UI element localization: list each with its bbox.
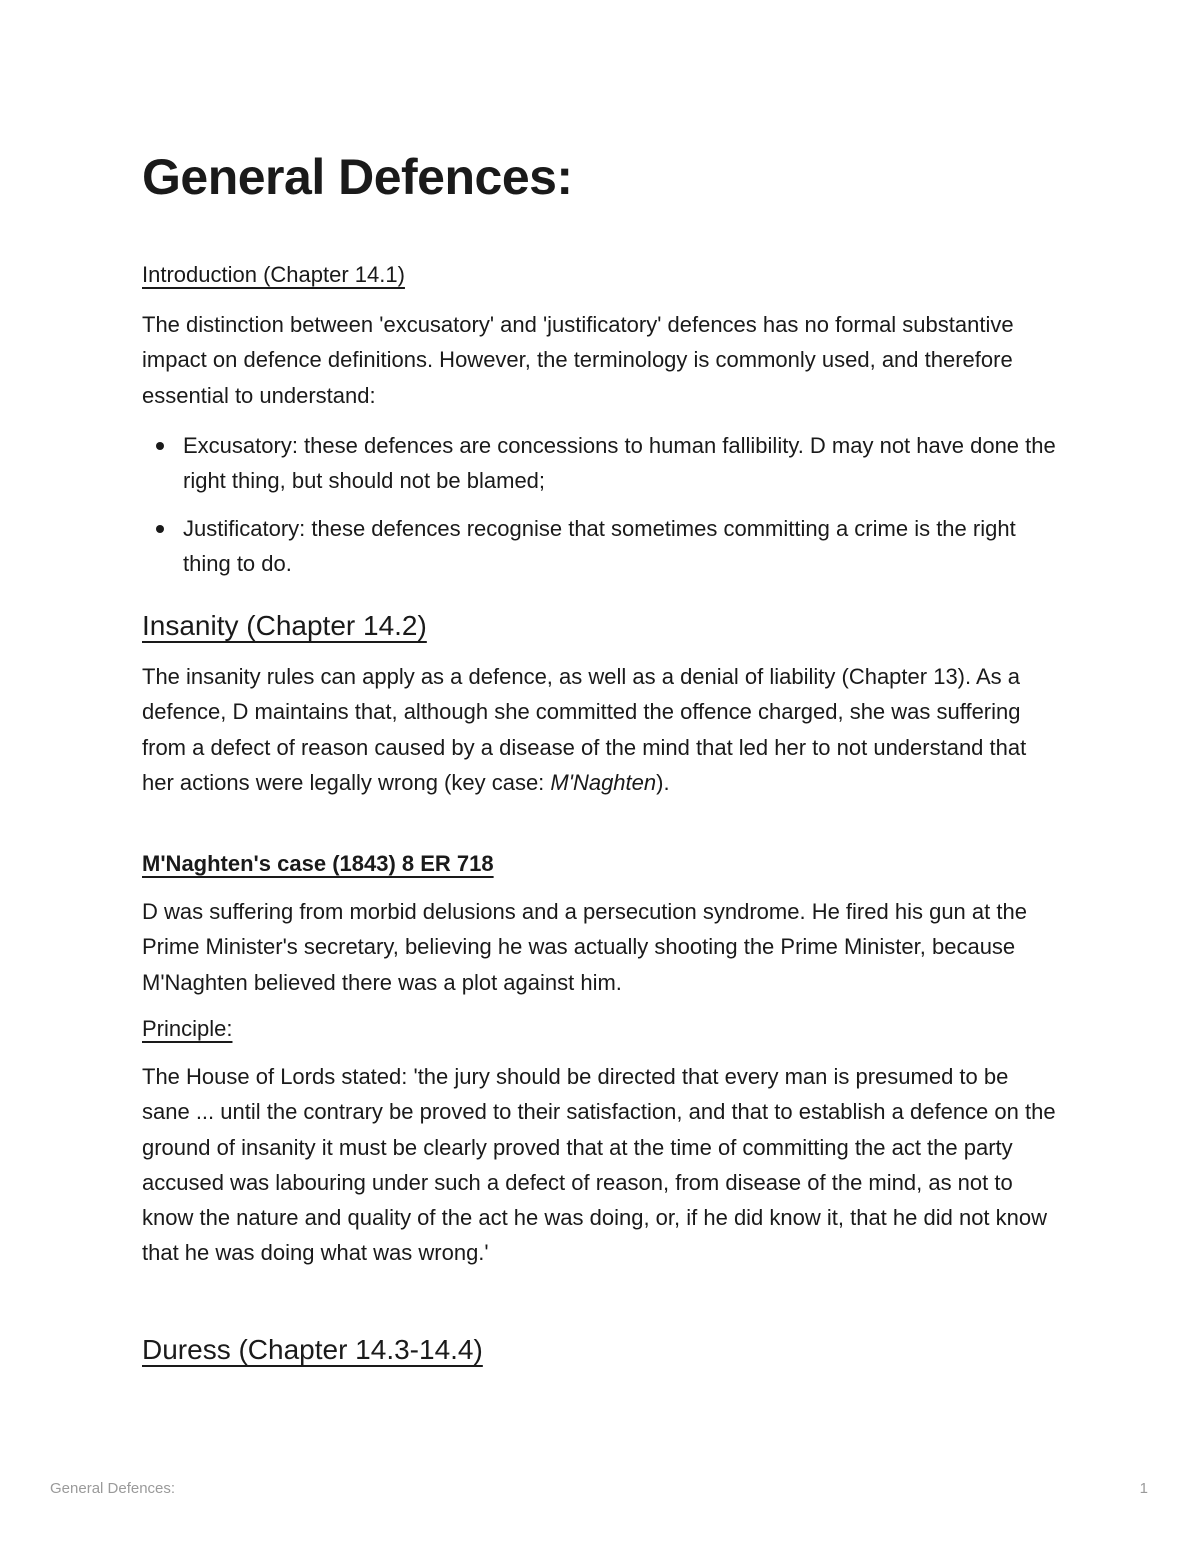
intro-bullet-list xyxy=(142,428,1062,593)
insanity-paragraph xyxy=(142,659,1062,800)
page-number: 1 xyxy=(1139,1480,1148,1497)
principle-label: Principle: xyxy=(142,1016,233,1041)
insanity-heading: Insanity (Chapter 14.2) xyxy=(142,610,427,641)
bullet-icon xyxy=(156,442,164,450)
footer-title: General Defences: xyxy=(50,1480,176,1497)
principle-paragraph: The House of Lords stated: 'the jury should be directed that every man is presumed to be sane ... until the contrary be proved to their satisfaction, and that to establish a defence on the ground of insanity it must be clearly proved that at the time of committing the act the party accused was labouring under such a defect of reason, from disease of the mind, as not to know the nature and quality of the act he was doing, or, if he did know it, that he did not know that he was doing what was wrong.' xyxy=(142,1064,1056,1266)
insanity-paragraph-main: The insanity rules can apply as a defence, as well as a denial of liability (Chapter 13). As a defence, D maintains that, although she committed the offence charged, she was suffering from a defect of reason caused by a disease of the mind that led her to not understand that her actions were legally wrong (key case: xyxy=(142,664,1027,795)
bullet-text: Justificatory: these defences recognise that sometimes committing a crime is the right thing to do. xyxy=(183,515,1016,576)
insanity-paragraph-end: ). xyxy=(656,769,670,795)
duress-heading: Duress (Chapter 14.3-14.4) xyxy=(142,1334,483,1365)
list-item xyxy=(142,511,1062,582)
case-facts-paragraph: D was suffering from morbid delusions and a persecution syndrome. He fired his gun at the Prime Minister's secretary, believing he was actually shooting the Prime Minister, because M'Naghten believed there was a plot against him. xyxy=(142,899,1027,995)
intro-paragraph: The distinction between 'excusatory' and 'justificatory' defences has no formal substantive impact on defence definitions. However, the terminology is commonly used, and therefore essential to understand: xyxy=(142,312,1014,408)
intro-heading: Introduction (Chapter 14.1) xyxy=(142,262,405,287)
key-case-name: M'Naghten xyxy=(550,769,657,795)
page-title: General Defences: xyxy=(142,149,573,205)
list-item xyxy=(142,428,1062,499)
bullet-icon xyxy=(156,525,164,533)
case-heading: M'Naghten's case (1843) 8 ER 718 xyxy=(142,851,494,876)
bullet-text: Excusatory: these defences are concessions to human fallibility. D may not have done the right thing, but should not be blamed; xyxy=(183,433,1056,494)
